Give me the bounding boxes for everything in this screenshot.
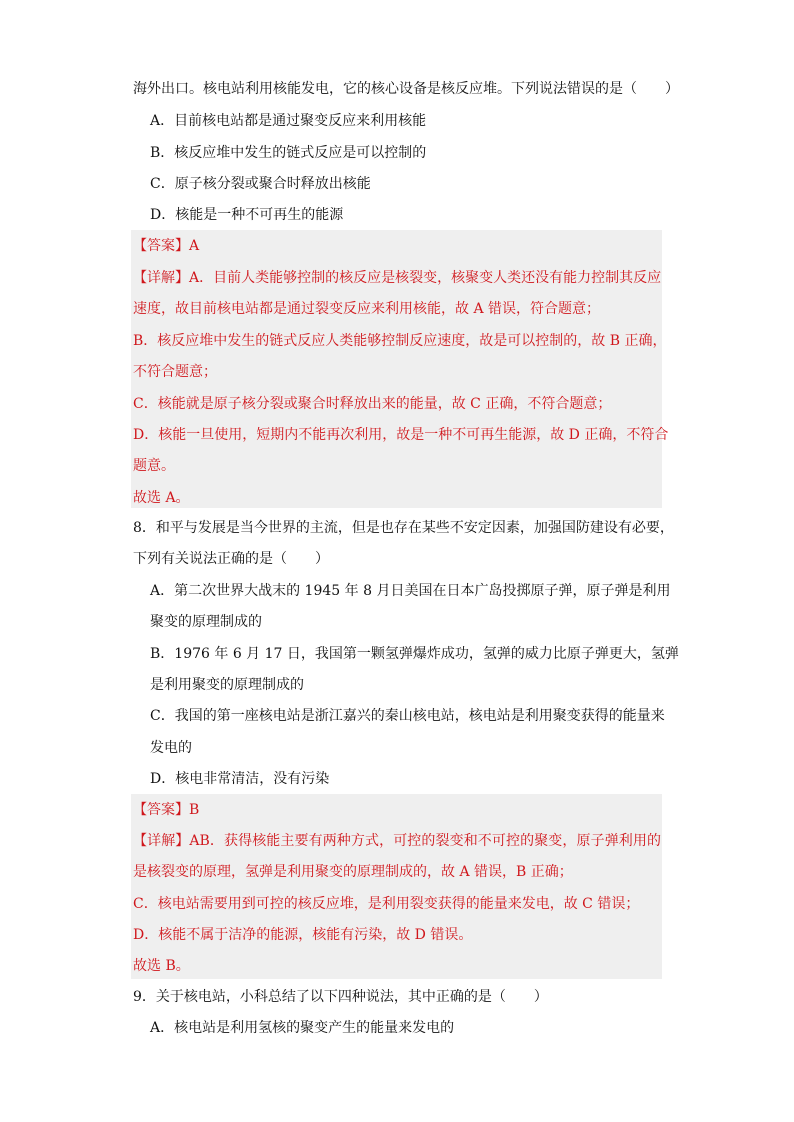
q8-stem-cont: 下列有关说法正确的是（ ） [133, 551, 329, 567]
q8-option-d: D．核电非常清洁，没有污染 [150, 771, 330, 787]
q7-detail-line: 题意。 [133, 458, 175, 474]
q8-answer: 【答案】B [133, 802, 200, 818]
q7-option-a: A．目前核电站都是通过聚变反应来利用核能 [150, 113, 427, 129]
q8-stem: 8．和平与发展是当今世界的主流，但是也存在某些不安定因素，加强国防建设有必要， [133, 520, 674, 536]
q7-detail-line: C．核能就是原子核分裂或聚合时释放出来的能量，故 C 正确，不符合题意； [133, 396, 612, 412]
q8-option-a-cont: 聚变的原理制成的 [150, 614, 262, 630]
q8-detail-line: 故选 B。 [133, 958, 190, 974]
q8-option-b: B．1976 年 6 月 17 日，我国第一颗氢弹爆炸成功，氢弹的威力比原子弹更大，氢弹 [150, 646, 679, 662]
q7-option-b: B．核反应堆中发生的链式反应是可以控制的 [150, 145, 427, 161]
q8-detail-line: D．核能不属于洁净的能源，核能有污染，故 D 错误。 [133, 927, 473, 943]
q8-answer-box [131, 794, 662, 979]
q7-detail-line: B．核反应堆中发生的链式反应人类能够控制反应速度，故是可以控制的，故 B 正确， [133, 333, 667, 349]
q7-stem: 海外出口。核电站利用核能发电，它的核心设备是核反应堆。下列说法错误的是（ ） [133, 81, 679, 97]
q8-option-c: C．我国的第一座核电站是浙江嘉兴的秦山核电站，核电站是利用聚变获得的能量来 [150, 708, 665, 724]
q7-detail-line: 不符合题意； [133, 364, 217, 380]
q7-option-d: D．核能是一种不可再生的能源 [150, 207, 344, 223]
q9-stem: 9．关于核电站，小科总结了以下四种说法，其中正确的是（ ） [133, 989, 548, 1005]
q8-option-c-cont: 发电的 [150, 740, 192, 756]
q7-answer: 【答案】A [133, 238, 200, 254]
q7-detail-line: D．核能一旦使用，短期内不能再次利用，故是一种不可再生能源，故 D 正确，不符合 [133, 427, 669, 443]
q9-option-a: A．核电站是利用氢核的聚变产生的能量来发电的 [150, 1020, 455, 1036]
q7-detail-line: 【详解】A．目前人类能够控制的核反应是核裂变，核聚变人类还没有能力控制其反应 [133, 270, 662, 286]
q7-detail-line: 故选 A。 [133, 490, 190, 506]
q8-detail-line: 【详解】AB．获得核能主要有两种方式，可控的裂变和不可控的聚变，原子弹利用的 [133, 833, 661, 849]
q7-option-c: C．原子核分裂或聚合时释放出核能 [150, 176, 371, 192]
q8-detail-line: 是核裂变的原理，氢弹是利用聚变的原理制成的，故 A 错误，B 正确； [133, 864, 573, 880]
q8-option-b-cont: 是利用聚变的原理制成的 [150, 677, 304, 693]
q7-detail-line: 速度，故目前核电站都是通过裂变反应来利用核能，故 A 错误，符合题意； [133, 301, 601, 317]
q8-detail-line: C．核电站需要用到可控的核反应堆，是利用裂变获得的能量来发电，故 C 错误； [133, 896, 640, 912]
q8-option-a: A．第二次世界大战末的 1945 年 8 月日美国在日本广岛投掷原子弹，原子弹是利用 [150, 583, 671, 599]
